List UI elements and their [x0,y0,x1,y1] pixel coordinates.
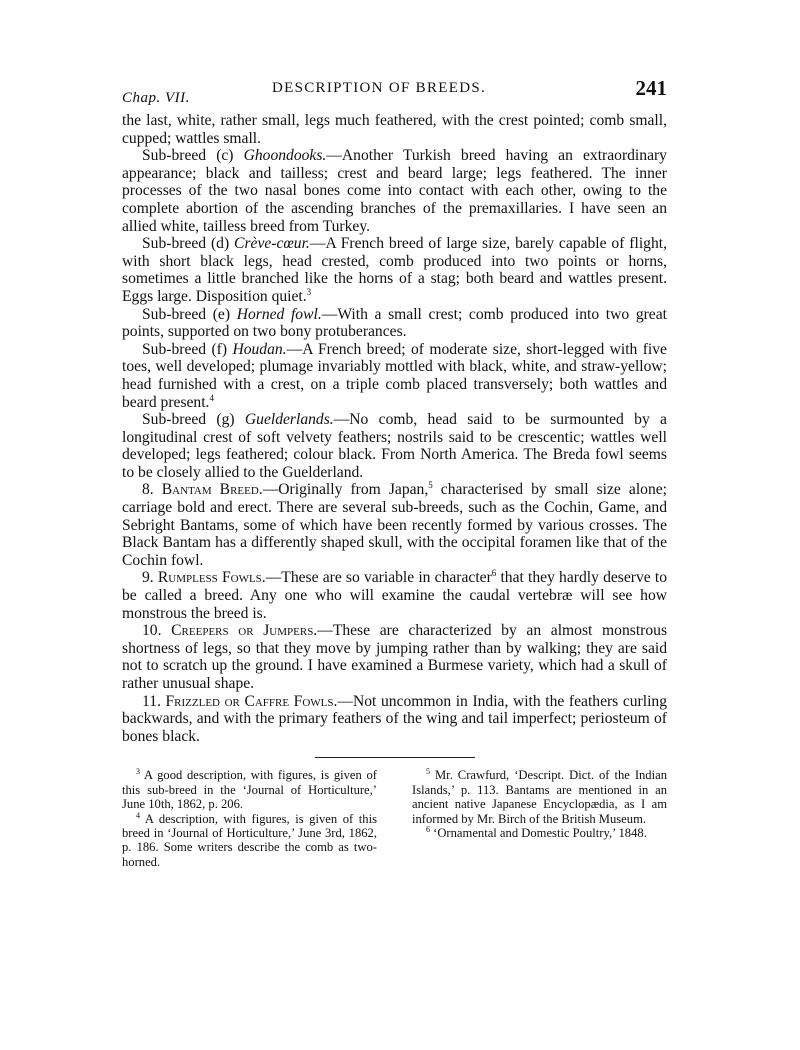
breed-name: Ghoondooks. [243,147,327,165]
footnote-ref[interactable]: 4 [209,392,214,403]
section-heading: Frizzled or Caffre Fowls. [165,692,338,710]
sub-breed-lead: Sub-breed (g) [142,411,245,429]
footnote-text: ‘Ornamental and Domestic Poultry,’ 1848. [430,826,647,840]
section-text: that they hardly deserve to be called a breed. Any one who will examine the caudal vertebræ will see how monstrous the breed is. [122,569,667,622]
sub-breed-lead: Sub-breed (c) [142,147,244,165]
footnote-mark: 3 [136,767,140,777]
footnote-text: A good description, with figures, is given of this sub-breed in the ‘Journal of Horticulture,’ June 10th, 1862, p. 206. [122,768,377,812]
footnote-text: Mr. Crawfurd, ‘Descript. Dict. of the Indian Islands,’ p. 113. Bantams are mentioned in an ancient native Japanese Encyclopædia, as I am informed by Mr. Birch of the British Museum. [412,768,667,826]
paragraph-ghoondooks [122,147,667,235]
footnote-5 [412,768,667,826]
section-number: 10. [142,622,172,640]
main-text [122,112,667,745]
section-number: 8. [142,481,162,499]
paragraph-guelderlands [122,411,667,481]
section-text: characterised by small size alone; carriage bold and erect. There are several sub-breeds, such as the Cochin, Game, and Sebright Bantams, some of which have been recently formed by various crosses. The Black Bantam has a differently shaped skull, with the occipital foramen like that of the Cochin fowl. [122,481,667,569]
footnote-ref[interactable]: 6 [491,568,497,579]
book-page [122,78,667,869]
paragraph-continued: the last, white, rather small, legs much feathered, with the crest pointed; comb small, cupped; wattles small. [122,112,667,147]
paragraph-creepers [122,622,667,692]
footnote-column-left [122,768,377,869]
footnote-3 [122,768,377,811]
paragraph-rumpless [122,569,667,622]
paragraph-houdan [122,341,667,411]
footnote-text: A description, with figures, is given of this breed in ‘Journal of Horticulture,’ June 3rd, 1862, p. 186. Some writers describe the comb as two-horned. [122,811,377,869]
section-heading: Bantam Breed. [161,481,263,499]
footnotes [122,768,667,869]
paragraph-horned-fowl [122,306,667,341]
section-text: —Originally from Japan, [262,481,429,499]
breed-name: Crève-cœur. [234,235,310,253]
paragraph-frizzled [122,693,667,746]
sub-breed-lead: Sub-breed (e) [142,305,237,323]
section-text: —Not uncommon in India, with the feathers curling backwards, and with the primary feathers of the wing and tail imperfect; periosteum of bones black. [122,692,668,745]
footnote-mark: 6 [426,825,430,834]
footnote-4 [122,812,377,870]
page-number: 241 [635,76,667,100]
sub-breed-lead: Sub-breed (f) [142,340,233,358]
footnote-6 [412,826,667,840]
footnote-divider [315,757,475,758]
breed-description: —A French breed of large size, barely capable of flight, with short black legs, head crested, comb produced into two points or horns, sometimes a little branched like the horns of a stag; both beard and wattles present. Eggs large. Disposition quiet. [122,235,667,305]
breed-description: —No comb, head said to be surmounted by a longitudinal crest of soft velvety feathers; nostrils said to be crescentic; wattles well developed; legs feathered; colour black. From North America. The Breda fowl seems to be closely allied to the Guelderland. [122,411,667,481]
section-number: 9. [142,569,158,587]
footnote-column-right [412,768,667,869]
section-text: —These are characterized by an almost monstrous shortness of legs, so that they move by jumping rather than by walking; they are said not to scratch up the ground. I have examined a Burmese variety, which had a skull of rather unusual shape. [122,622,668,692]
breed-description: —A French breed; of moderate size, short-legged with five toes, well developed; plumage invariably mottled with black, white, and straw-yellow; head furnished with a crest, on a triple comb placed transversely; both wattles and beard present. [122,340,667,411]
running-title: DESCRIPTION OF BREEDS. [272,80,487,96]
section-heading: Rumpless Fowls. [157,569,266,587]
sub-breed-lead: Sub-breed (d) [142,235,235,253]
footnote-ref[interactable]: 3 [306,286,312,297]
breed-name: Guelderlands. [244,411,334,429]
section-number: 11. [142,692,166,710]
section-heading: Creepers or Jumpers. [171,622,318,640]
footnote-mark: 5 [426,767,430,777]
running-header [122,78,667,112]
paragraph-creve-coeur [122,235,667,305]
breed-description: —Another Turkish breed having an extraordinary appearance; black and tailless; crest and beard large; legs feathered. The inner processes of the two nasal bones come into contact with each other, owing to the complete abortion of the ascending branches of the premaxillaries. I have seen an allied white, tailless breed from Turkey. [122,147,667,235]
footnote-mark: 4 [136,810,140,820]
breed-description: —With a small crest; comb produced into two great points, supported on two bony protuberances. [122,305,667,341]
section-text: —These are so variable in character [265,569,492,587]
footnote-ref[interactable]: 5 [428,480,433,491]
breed-name: Houdan. [232,340,287,358]
chapter-label: Chap. VII. [122,90,190,106]
paragraph-bantam [122,481,667,569]
breed-name: Horned fowl. [236,305,322,323]
